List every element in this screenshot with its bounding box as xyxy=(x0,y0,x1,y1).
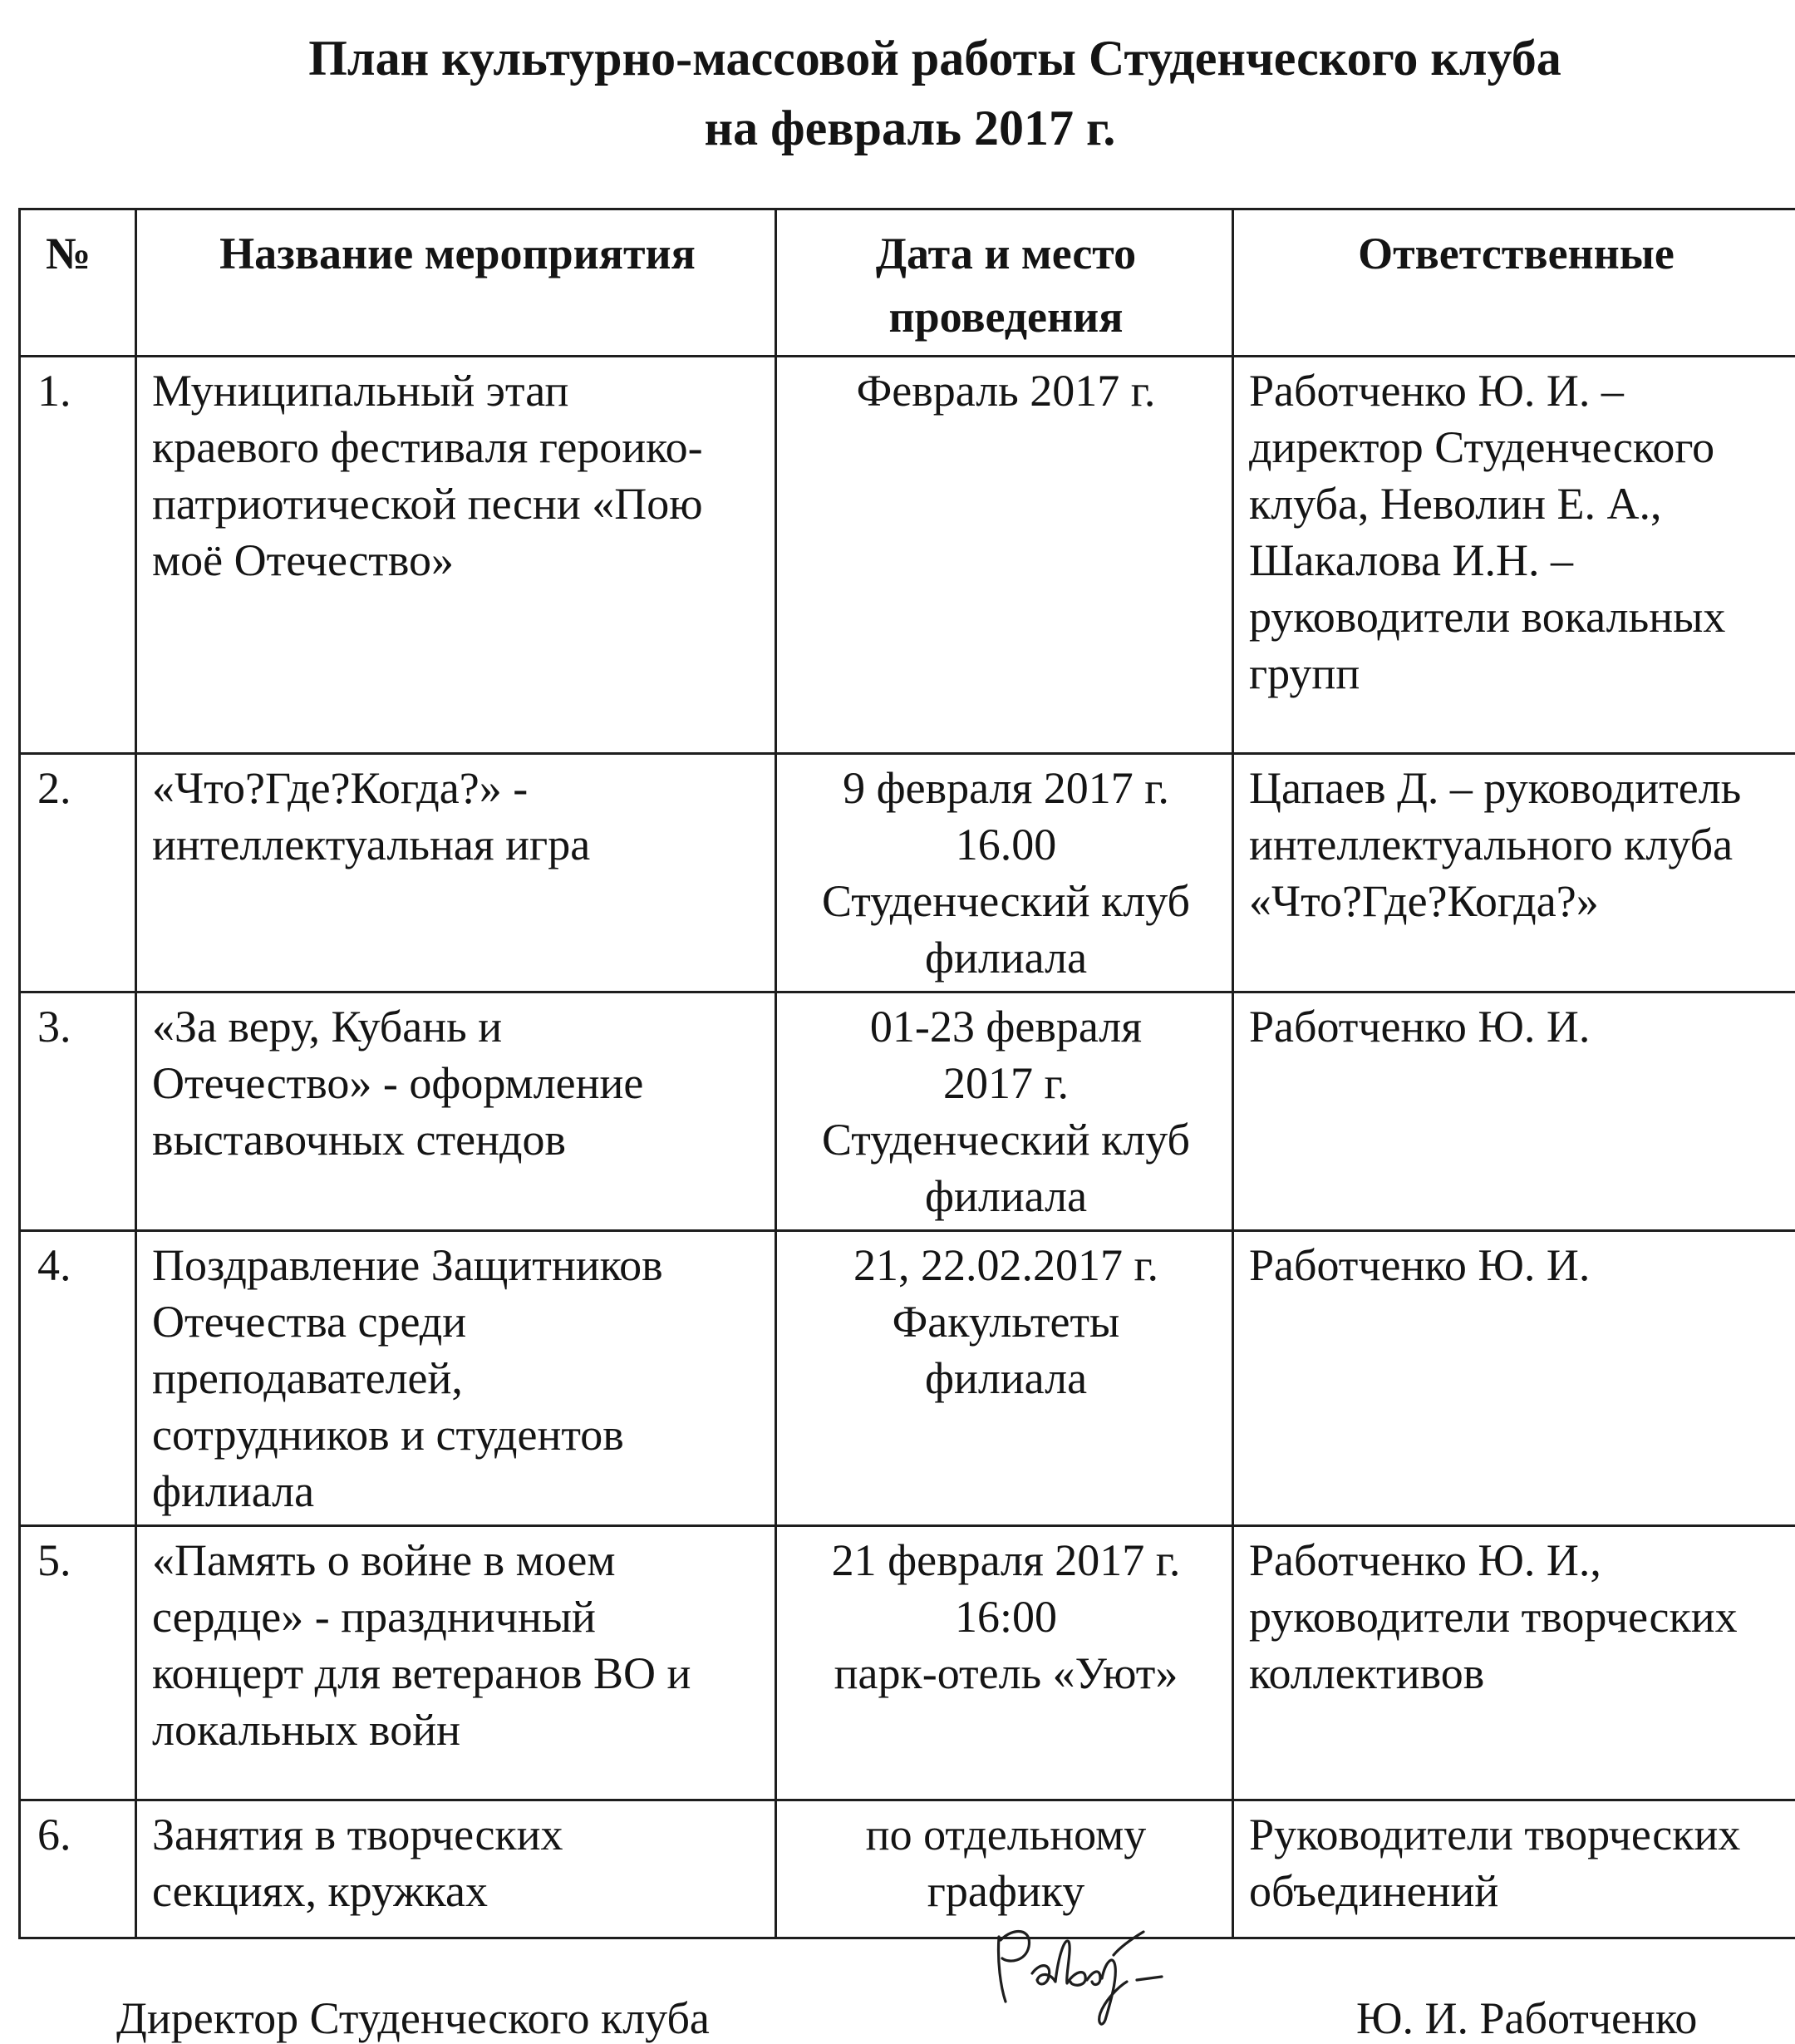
cell-date-place: 21, 22.02.2017 г. Факультеты филиала xyxy=(776,1231,1233,1526)
cell-responsible: Работченко Ю. И. – директор Студенческого клуба, Неволин Е. А., Шакалова И.Н. – руководители вокальных групп xyxy=(1233,357,1795,754)
cell-event-name: Занятия в творческих секциях, кружках xyxy=(136,1800,776,1938)
cell-event-name: Муниципальный этап краевого фестиваля героико- патриотической песни «Пою моё Отечество» xyxy=(136,357,776,754)
cell-event-name: «Что?Где?Когда?» - интеллектуальная игра xyxy=(136,754,776,992)
cell-num: 3. xyxy=(20,992,136,1231)
header-responsible: Ответственные xyxy=(1233,209,1795,357)
cell-date-place: по отдельному графику xyxy=(776,1800,1233,1938)
cell-responsible: Работченко Ю. И., руководители творческих коллективов xyxy=(1233,1526,1795,1800)
header-num: № xyxy=(20,209,136,357)
title-line-1: План культурно-массовой работы Студенческого клуба xyxy=(308,31,1561,86)
signatory-role: Директор Студенческого клуба xyxy=(116,1993,710,2043)
cell-responsible: Работченко Ю. И. xyxy=(1233,1231,1795,1526)
cell-date-place: 21 февраля 2017 г. 16:00 парк-отель «Уют» xyxy=(776,1526,1233,1800)
title-line-2: на февраль 2017 г. xyxy=(704,101,1116,155)
cell-num: 1. xyxy=(20,357,136,754)
cell-event-name: Поздравление Защитников Отечества среди преподавателей, сотрудников и студентов филиала xyxy=(136,1231,776,1526)
header-name: Название мероприятия xyxy=(136,209,776,357)
table-row xyxy=(20,1800,1795,1938)
cell-responsible: Работченко Ю. И. xyxy=(1233,992,1795,1231)
cell-num: 6. xyxy=(20,1800,136,1938)
cell-num: 2. xyxy=(20,754,136,992)
document-title xyxy=(0,23,1795,163)
cell-event-name: «За веру, Кубань и Отечество» - оформление выставочных стендов xyxy=(136,992,776,1231)
cell-num: 5. xyxy=(20,1526,136,1800)
table-row xyxy=(20,1231,1795,1526)
cell-num: 4. xyxy=(20,1231,136,1526)
table-row xyxy=(20,357,1795,754)
cell-responsible: Цапаев Д. – руководитель интеллектуального клуба «Что?Где?Когда?» xyxy=(1233,754,1795,992)
cell-date-place: Февраль 2017 г. xyxy=(776,357,1233,754)
signer-name: Ю. И. Работченко xyxy=(1356,1993,1698,2043)
table-row xyxy=(20,754,1795,992)
cell-date-place: 9 февраля 2017 г. 16.00 Студенческий клуб филиала xyxy=(776,754,1233,992)
table-row xyxy=(20,1526,1795,1800)
events-table xyxy=(18,208,1795,1939)
cell-date-place: 01-23 февраля 2017 г. Студенческий клуб филиала xyxy=(776,992,1233,1231)
table-header-row xyxy=(20,209,1795,357)
table-row xyxy=(20,992,1795,1231)
cell-responsible: Руководители творческих объединений xyxy=(1233,1800,1795,1938)
cell-event-name: «Память о войне в моем сердце» - праздничный концерт для ветеранов ВО и локальных войн xyxy=(136,1526,776,1800)
handwritten-signature xyxy=(989,1904,1172,2028)
header-date: Дата и место проведения xyxy=(776,209,1233,357)
